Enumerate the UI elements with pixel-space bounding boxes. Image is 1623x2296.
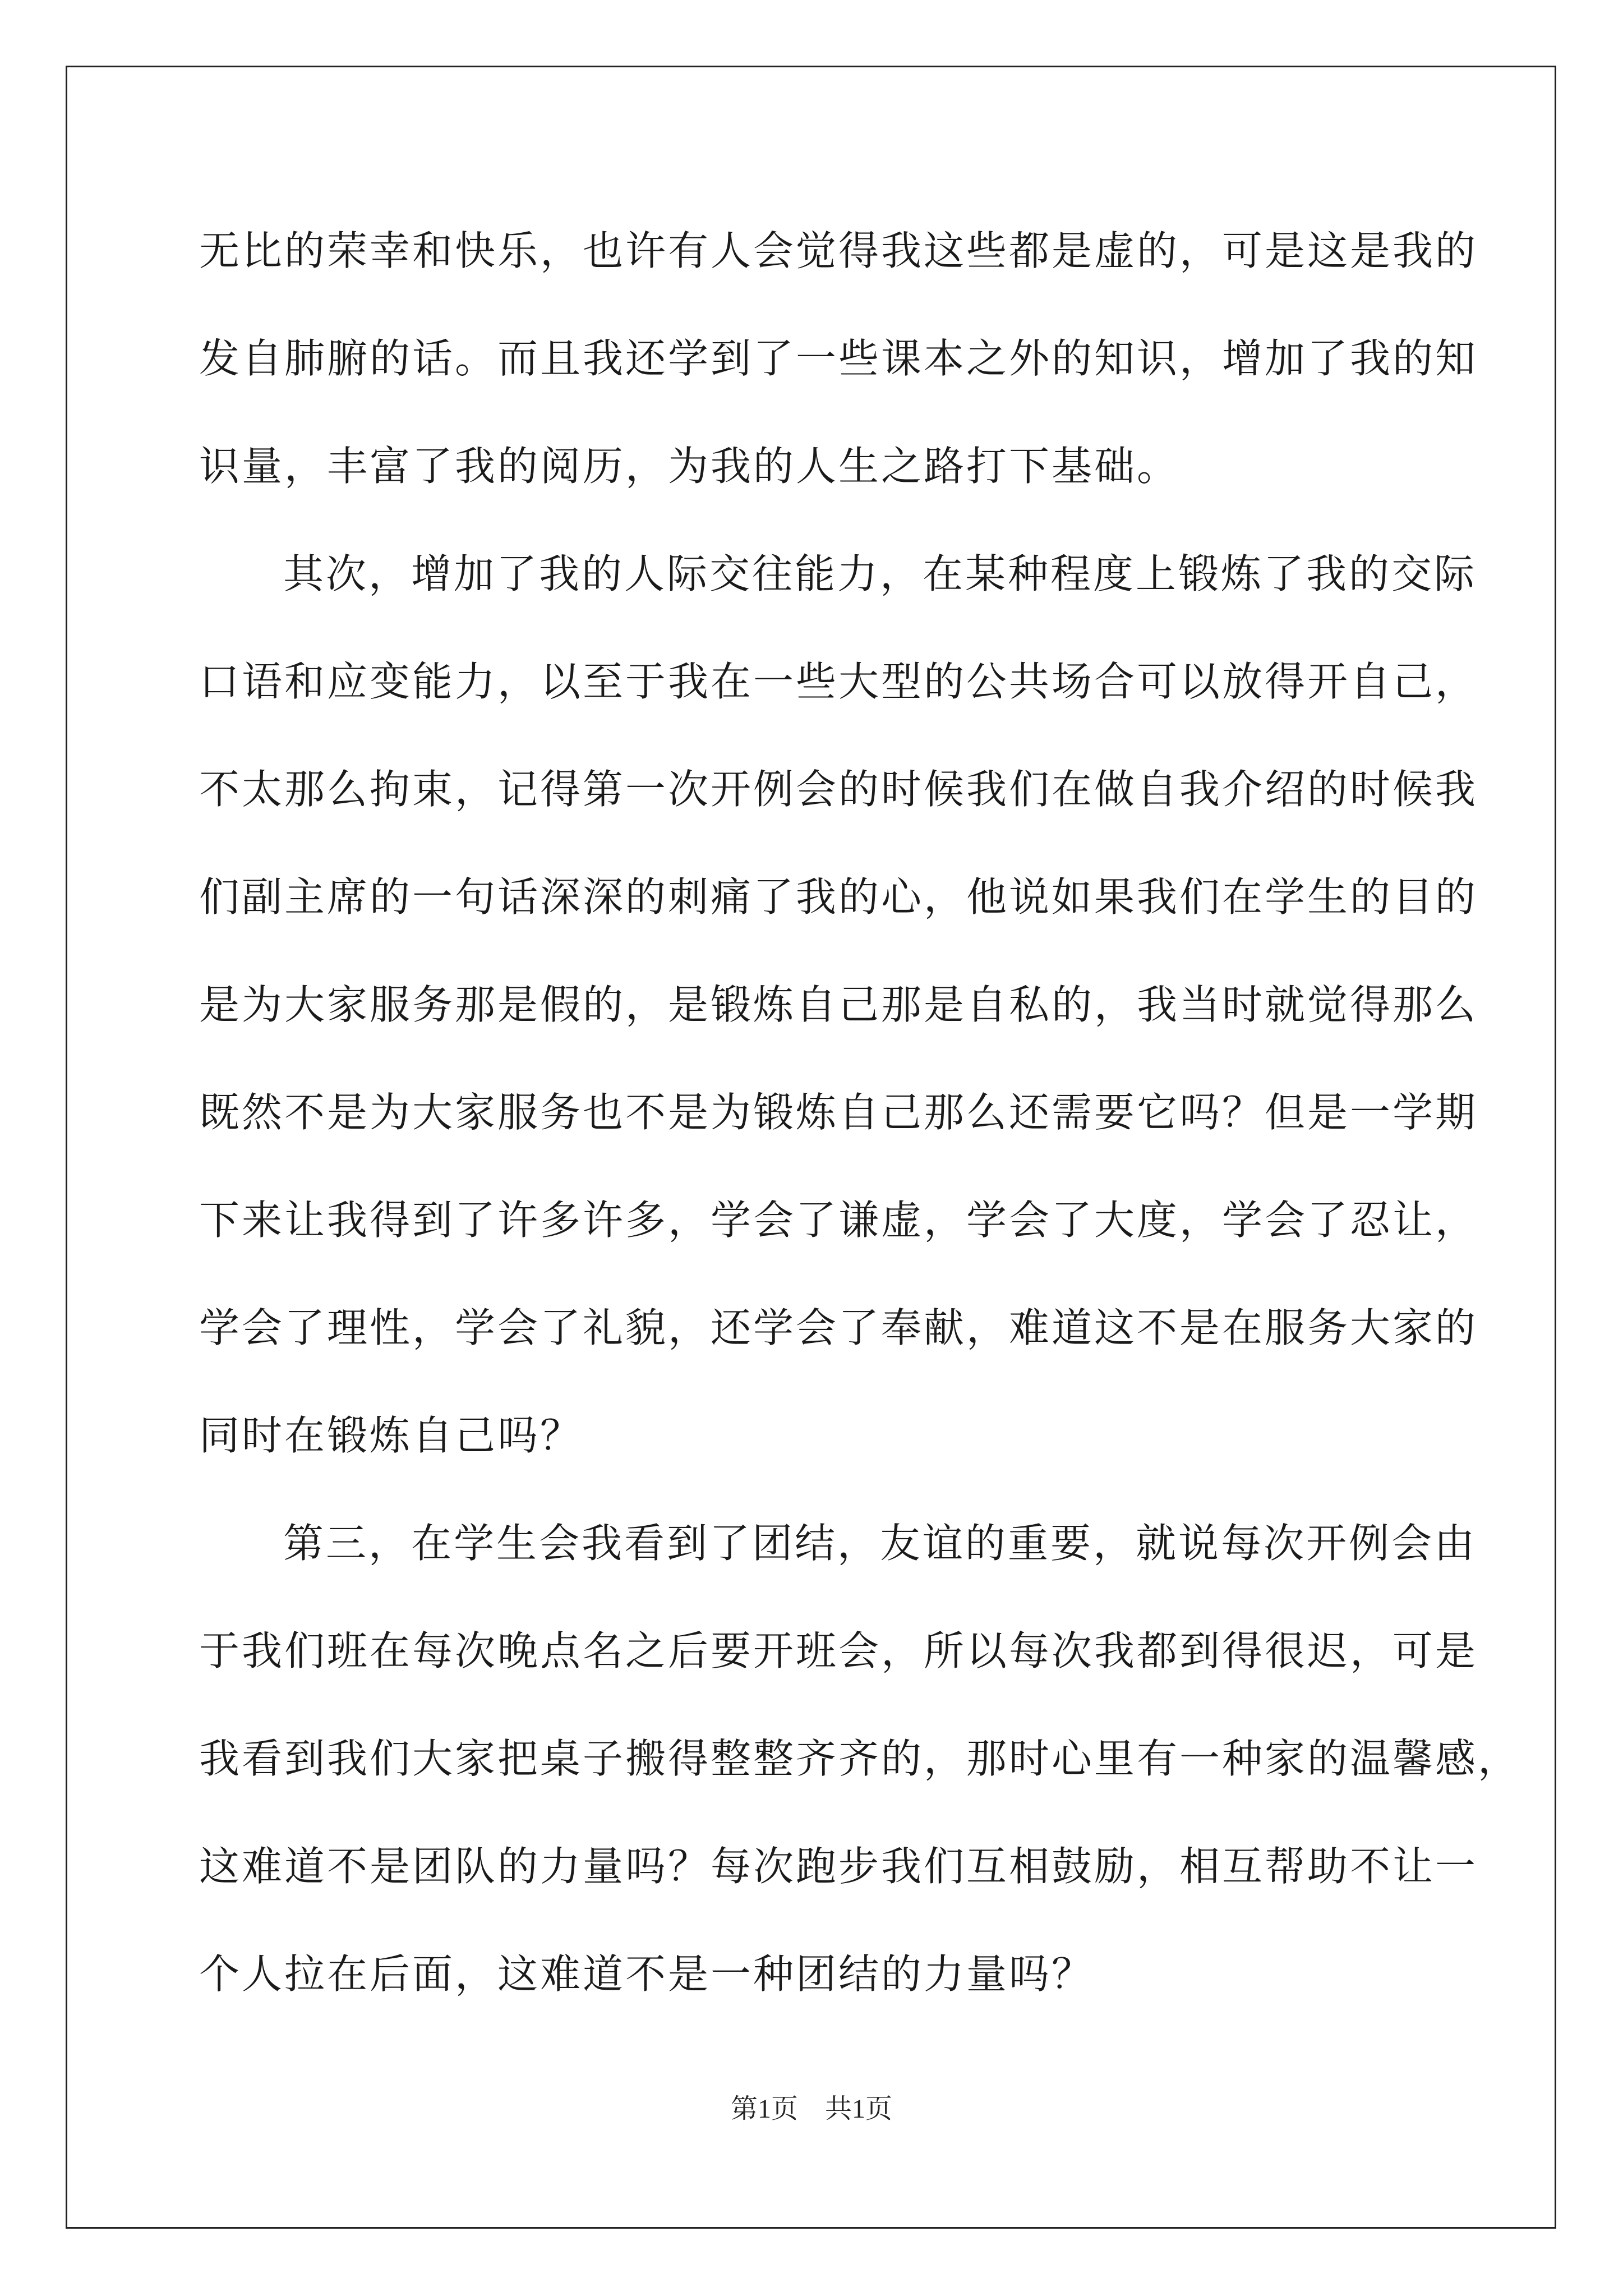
text-line: 其次，增加了我的人际交往能力，在某种程度上锻炼了我的交际 [283,550,1477,597]
text-line: 同时在锻炼自己吗？ [199,1412,583,1459]
page-number: 第1页 [730,2094,798,2124]
text-line: 是为大家服务那是假的，是锻炼自己那是自私的，我当时就觉得那么 [199,981,1478,1028]
text-line: 既然不是为大家服务也不是为锻炼自己那么还需要它吗？但是一学期 [199,1089,1478,1136]
text-line: 不太那么拘束，记得第一次开例会的时候我们在做自我介绍的时候我 [199,766,1478,813]
text-line: 识量，丰富了我的阅历，为我的人生之路打下基础。 [199,443,1180,490]
page-total: 共1页 [825,2094,893,2124]
text-line: 学会了理性，学会了礼貌，还学会了奉献，难道这不是在服务大家的 [199,1304,1478,1351]
text-line: 口语和应变能力，以至于我在一些大型的公共场合可以放得开自己， [199,658,1478,705]
text-line: 无比的荣幸和快乐，也许有人会觉得我这些都是虚的，可是这是我的 [199,227,1478,274]
text-line: 我看到我们大家把桌子搬得整整齐齐的，那时心里有一种家的温馨感， [199,1735,1521,1782]
text-line: 们副主席的一句话深深的刺痛了我的心，他说如果我们在学生的目的 [199,873,1478,921]
text-line: 这难道不是团队的力量吗？每次跑步我们互相鼓励，相互帮助不让一 [199,1843,1478,1890]
page-footer [0,2087,1623,2125]
text-line: 发自肺腑的话。而且我还学到了一些课本之外的知识，增加了我的知 [199,335,1478,382]
text-line: 个人拉在后面，这难道不是一种团结的力量吗？ [199,1950,1095,1998]
text-line: 第三，在学生会我看到了团结，友谊的重要，就说每次开例会由 [283,1520,1477,1567]
text-line: 下来让我得到了许多许多，学会了谦虚，学会了大度，学会了忍让， [199,1197,1478,1244]
document-body [199,220,1521,2051]
text-line: 于我们班在每次晚点名之后要开班会，所以每次我都到得很迟，可是 [199,1627,1478,1674]
